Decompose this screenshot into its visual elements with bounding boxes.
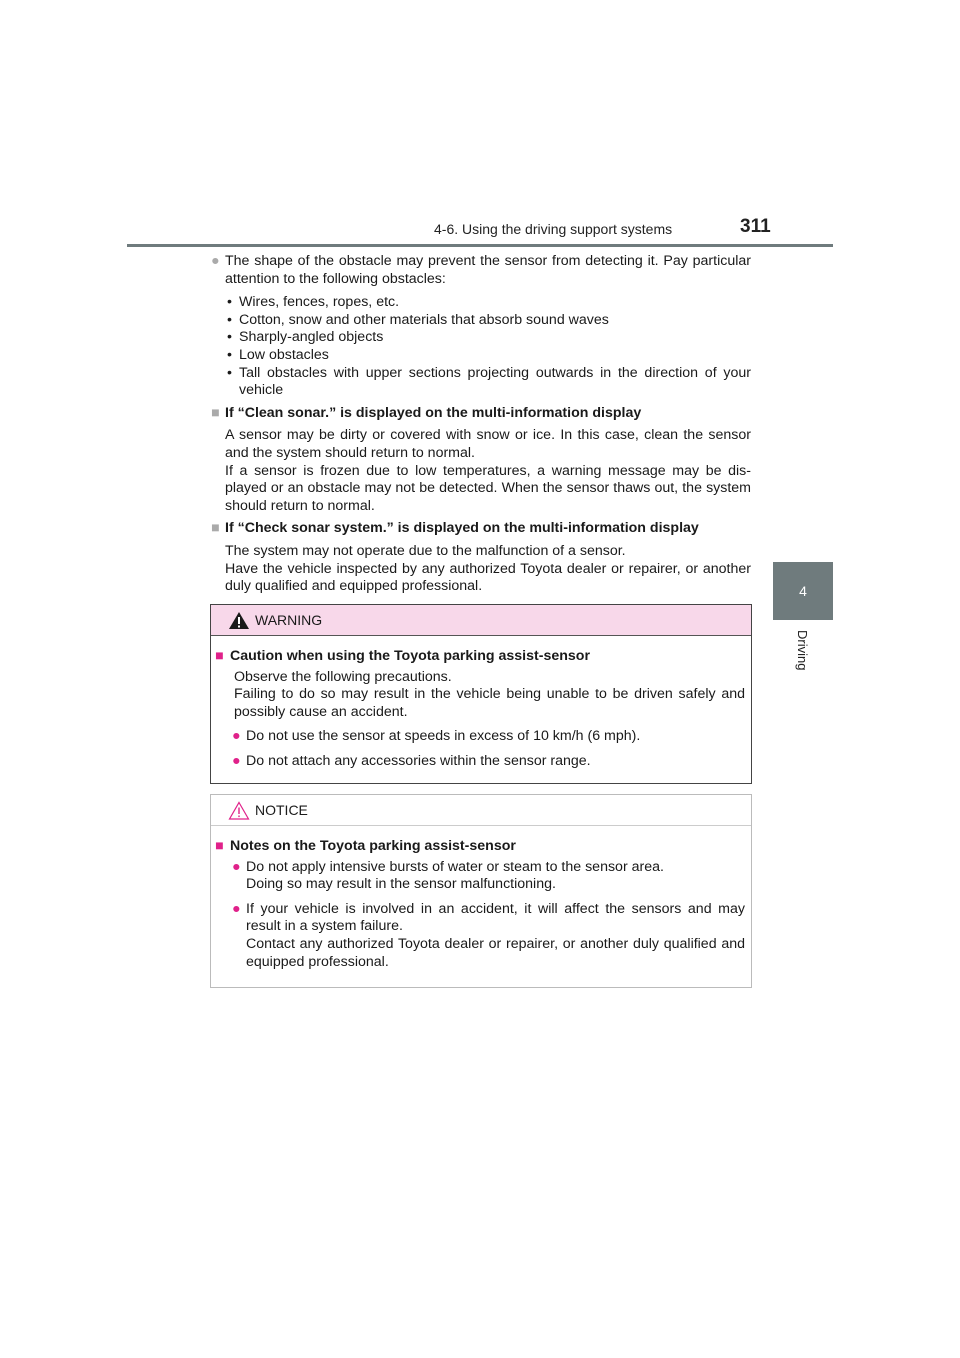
- warning-triangle-icon: [228, 611, 250, 630]
- header-rule: [127, 244, 833, 247]
- warning-heading: ■ Caution when using the Toyota parking assist-sensor: [215, 648, 590, 664]
- circle-bullet-icon: ●: [211, 253, 220, 269]
- notice-header: [211, 795, 751, 826]
- clean-sonar-body: A sensor may be dirty or covered with snow or ice. In this case, clean the sensor and the system should return to normal. If a sensor is frozen due to low temperatures, a warning message may be dis-played or an obstacle may not be detected. When the sensor thaws out, the system should return to normal.: [225, 427, 751, 514]
- notice-title: NOTICE: [255, 802, 308, 818]
- square-bullet-icon: ■: [211, 520, 220, 537]
- notice-box: [210, 794, 752, 988]
- check-sonar-heading: ■ If “Check sonar system.” is displayed on the multi-information display: [211, 520, 699, 537]
- circle-bullet-icon: ●: [232, 858, 241, 875]
- notice-triangle-icon: [228, 801, 250, 820]
- square-bullet-icon: ■: [211, 404, 220, 421]
- square-bullet-icon: ■: [215, 648, 224, 664]
- circle-bullet-icon: ●: [232, 752, 241, 769]
- warning-box: [210, 604, 752, 784]
- main-content: [211, 253, 751, 596]
- warning-bullet: ● Do not use the sensor at speeds in excess of 10 km/h (6 mph).: [232, 728, 641, 745]
- notice-heading: ■ Notes on the Toyota parking assist-sensor: [215, 838, 516, 854]
- circle-bullet-icon: ●: [232, 900, 241, 917]
- warning-body: [211, 636, 751, 771]
- square-bullet-icon: ■: [215, 838, 224, 854]
- obstacle-list: [225, 294, 751, 400]
- list-item: • Sharply-angled objects: [225, 329, 751, 347]
- obstacle-note: ● The shape of the obstacle may prevent the sensor from detecting it. Pay particular attention to the following obstacles:: [211, 253, 751, 287]
- notice-bullet: ● Do not apply intensive bursts of water or steam to the sensor area. Doing so may result in the sensor malfunctioning.: [232, 858, 664, 893]
- list-item: • Tall obstacles with upper sections projecting outwards in the direction of your vehicle: [225, 365, 751, 400]
- notice-body: [211, 826, 751, 971]
- warning-bullet: ● Do not attach any accessories within the sensor range.: [232, 752, 591, 769]
- warning-title: WARNING: [255, 612, 323, 628]
- section-title: 4-6. Using the driving support systems: [434, 221, 673, 237]
- chapter-tab: 4: [773, 562, 833, 620]
- check-sonar-body: The system may not operate due to the malfunction of a sensor. Have the vehicle inspected by any authorized Toyota dealer or repairer, or another duly qualified and equipped professional.: [225, 542, 751, 595]
- list-item: • Wires, fences, ropes, etc.: [225, 294, 751, 312]
- list-item: • Low obstacles: [225, 347, 751, 365]
- circle-bullet-icon: ●: [232, 728, 241, 745]
- chapter-label: Driving: [795, 630, 810, 671]
- page-number: 311: [740, 216, 771, 237]
- warning-header: [211, 605, 751, 636]
- warning-intro: Observe the following precautions. Failing to do so may result in the vehicle being unable to be driven safely and possibly cause an accident.: [234, 668, 745, 720]
- list-item: • Cotton, snow and other materials that absorb sound waves: [225, 312, 751, 330]
- notice-bullet: ● If your vehicle is involved in an accident, it will affect the sensors and may result in a system failure. Contact any authorized Toyota dealer or repairer, or another duly qualified and equipped professional.: [232, 900, 745, 970]
- clean-sonar-heading: ■ If “Clean sonar.” is displayed on the multi-information display: [211, 404, 642, 421]
